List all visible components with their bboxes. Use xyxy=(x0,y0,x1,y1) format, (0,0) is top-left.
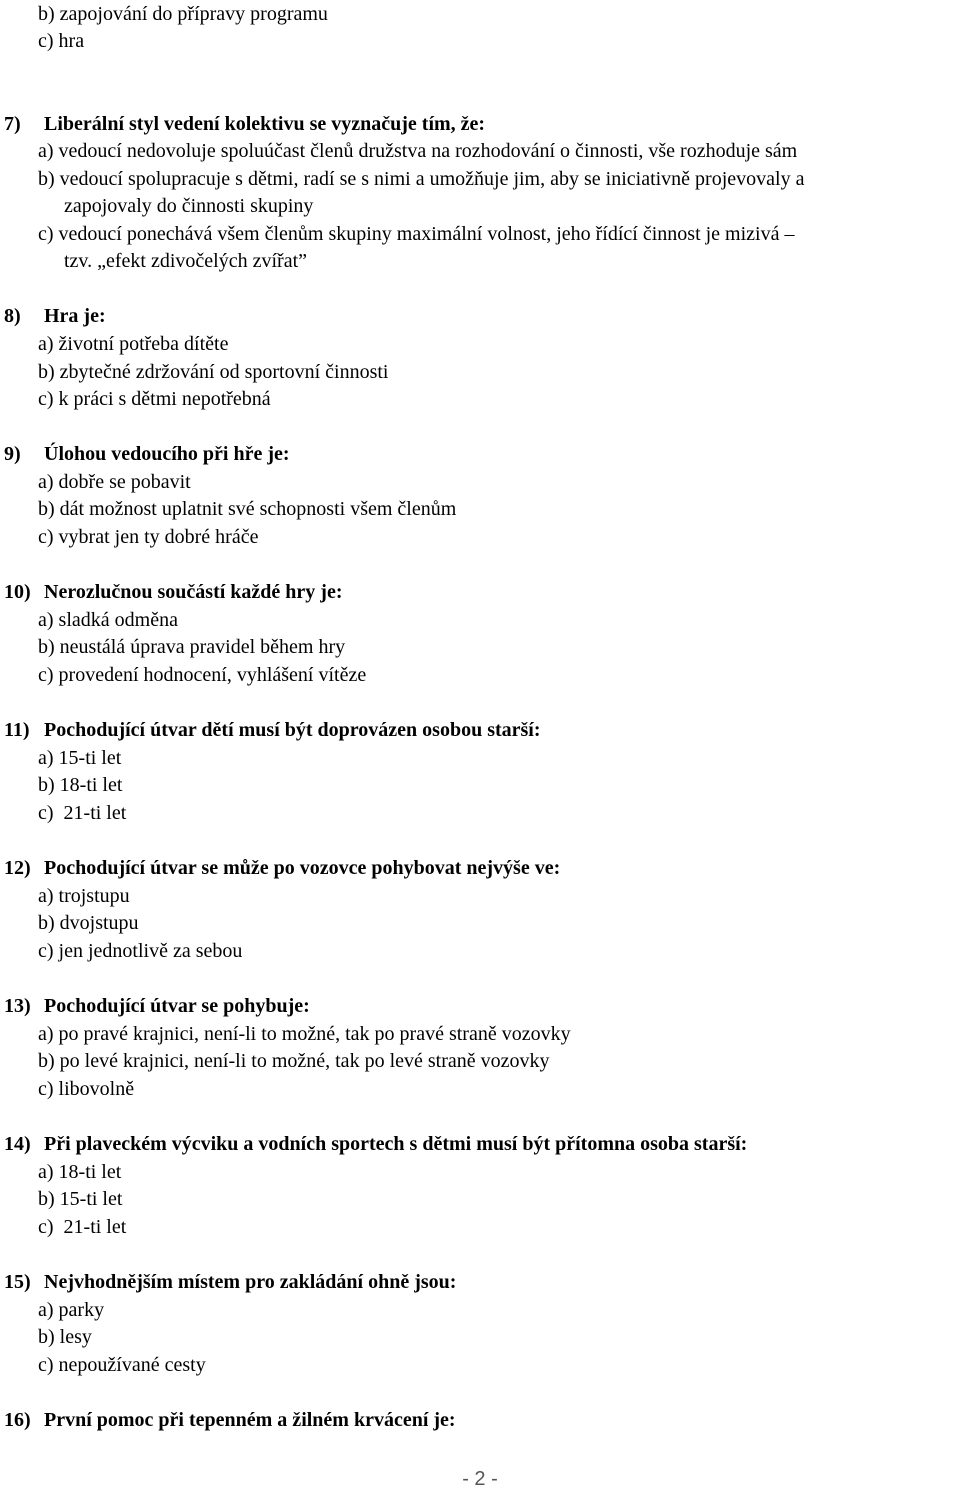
question-13 xyxy=(4,994,310,1018)
question-10-option-c: c) provedení hodnocení, vyhlášení vítěze xyxy=(38,664,367,686)
question-11-option-c: c) 21-ti let xyxy=(38,802,127,824)
question-10-option-b: b) neustálá úprava pravidel během hry xyxy=(38,636,346,658)
question-7-option-b: b) vedoucí spolupracuje s dětmi, radí se s nimi a umožňuje jim, aby se iniciativně projevovaly a xyxy=(38,168,805,190)
option-b-continued: b) zapojování do přípravy programu xyxy=(38,3,328,25)
question-number: 12) xyxy=(4,857,31,879)
question-text: Pochodující útvar dětí musí být doprovázen osobou starší: xyxy=(44,719,541,741)
question-text: Nejvhodnějším místem pro zakládání ohně jsou: xyxy=(44,1271,457,1293)
question-text: Hra je: xyxy=(44,305,106,327)
question-15-option-c: c) nepoužívané cesty xyxy=(38,1354,206,1376)
question-number: 8) xyxy=(4,305,21,327)
question-12-option-c: c) jen jednotlivě za sebou xyxy=(38,940,243,962)
question-text: První pomoc při tepenném a žilném krvácení je: xyxy=(44,1409,456,1431)
question-number: 16) xyxy=(4,1409,31,1431)
question-10 xyxy=(4,580,343,604)
question-8 xyxy=(4,304,106,328)
question-15-option-a: a) parky xyxy=(38,1299,105,1321)
question-15-option-b: b) lesy xyxy=(38,1326,92,1348)
question-number: 7) xyxy=(4,113,21,135)
question-number: 14) xyxy=(4,1133,31,1155)
question-13-option-b: b) po levé krajnici, není-li to možné, tak po levé straně vozovky xyxy=(38,1050,550,1072)
question-10-option-a: a) sladká odměna xyxy=(38,609,178,631)
question-7-option-a: a) vedoucí nedovoluje spoluúčast členů družstva na rozhodování o činnosti, vše rozhoduje sám xyxy=(38,140,798,162)
question-12 xyxy=(4,856,560,880)
question-11 xyxy=(4,718,541,742)
question-text: Úlohou vedoucího při hře je: xyxy=(44,443,290,465)
question-text: Při plaveckém výcviku a vodních sportech s dětmi musí být přítomna osoba starší: xyxy=(44,1133,748,1155)
question-14 xyxy=(4,1132,747,1156)
question-7-option-c: c) vedoucí ponechává všem členům skupiny maximální volnost, jeho řídící činnost je mizivá – xyxy=(38,223,795,245)
question-number: 15) xyxy=(4,1271,31,1293)
question-9 xyxy=(4,442,290,466)
question-9-option-c: c) vybrat jen ty dobré hráče xyxy=(38,526,259,548)
question-15 xyxy=(4,1270,456,1294)
question-9-option-a: a) dobře se pobavit xyxy=(38,471,191,493)
question-number: 10) xyxy=(4,581,31,603)
question-13-option-a: a) po pravé krajnici, není-li to možné, tak po pravé straně vozovky xyxy=(38,1023,571,1045)
question-number: 9) xyxy=(4,443,21,465)
question-number: 13) xyxy=(4,995,31,1017)
question-text: Liberální styl vedení kolektivu se vyznačuje tím, že: xyxy=(44,113,486,135)
option-c-continued: c) hra xyxy=(38,30,85,52)
question-8-option-c: c) k práci s dětmi nepotřebná xyxy=(38,388,271,410)
question-8-option-a: a) životní potřeba dítěte xyxy=(38,333,229,355)
question-11-option-b: b) 18-ti let xyxy=(38,774,123,796)
question-9-option-b: b) dát možnost uplatnit své schopnosti všem členům xyxy=(38,498,457,520)
question-7-option-b-cont: zapojovaly do činnosti skupiny xyxy=(64,195,314,217)
question-text: Nerozlučnou součástí každé hry je: xyxy=(44,581,343,603)
question-16 xyxy=(4,1408,456,1432)
question-14-option-b: b) 15-ti let xyxy=(38,1188,123,1210)
question-14-option-c: c) 21-ti let xyxy=(38,1216,127,1238)
question-12-option-a: a) trojstupu xyxy=(38,885,130,907)
question-12-option-b: b) dvojstupu xyxy=(38,912,139,934)
question-number: 11) xyxy=(4,719,30,741)
question-8-option-b: b) zbytečné zdržování od sportovní činnosti xyxy=(38,361,389,383)
question-14-option-a: a) 18-ti let xyxy=(38,1161,122,1183)
question-text: Pochodující útvar se může po vozovce pohybovat nejvýše ve: xyxy=(44,857,561,879)
question-13-option-c: c) libovolně xyxy=(38,1078,135,1100)
question-11-option-a: a) 15-ti let xyxy=(38,747,122,769)
question-7 xyxy=(4,112,485,136)
question-text: Pochodující útvar se pohybuje: xyxy=(44,995,310,1017)
page-number: - 2 - xyxy=(462,1468,498,1490)
question-7-option-c-cont: tzv. „efekt zdivočelých zvířat” xyxy=(64,250,308,272)
